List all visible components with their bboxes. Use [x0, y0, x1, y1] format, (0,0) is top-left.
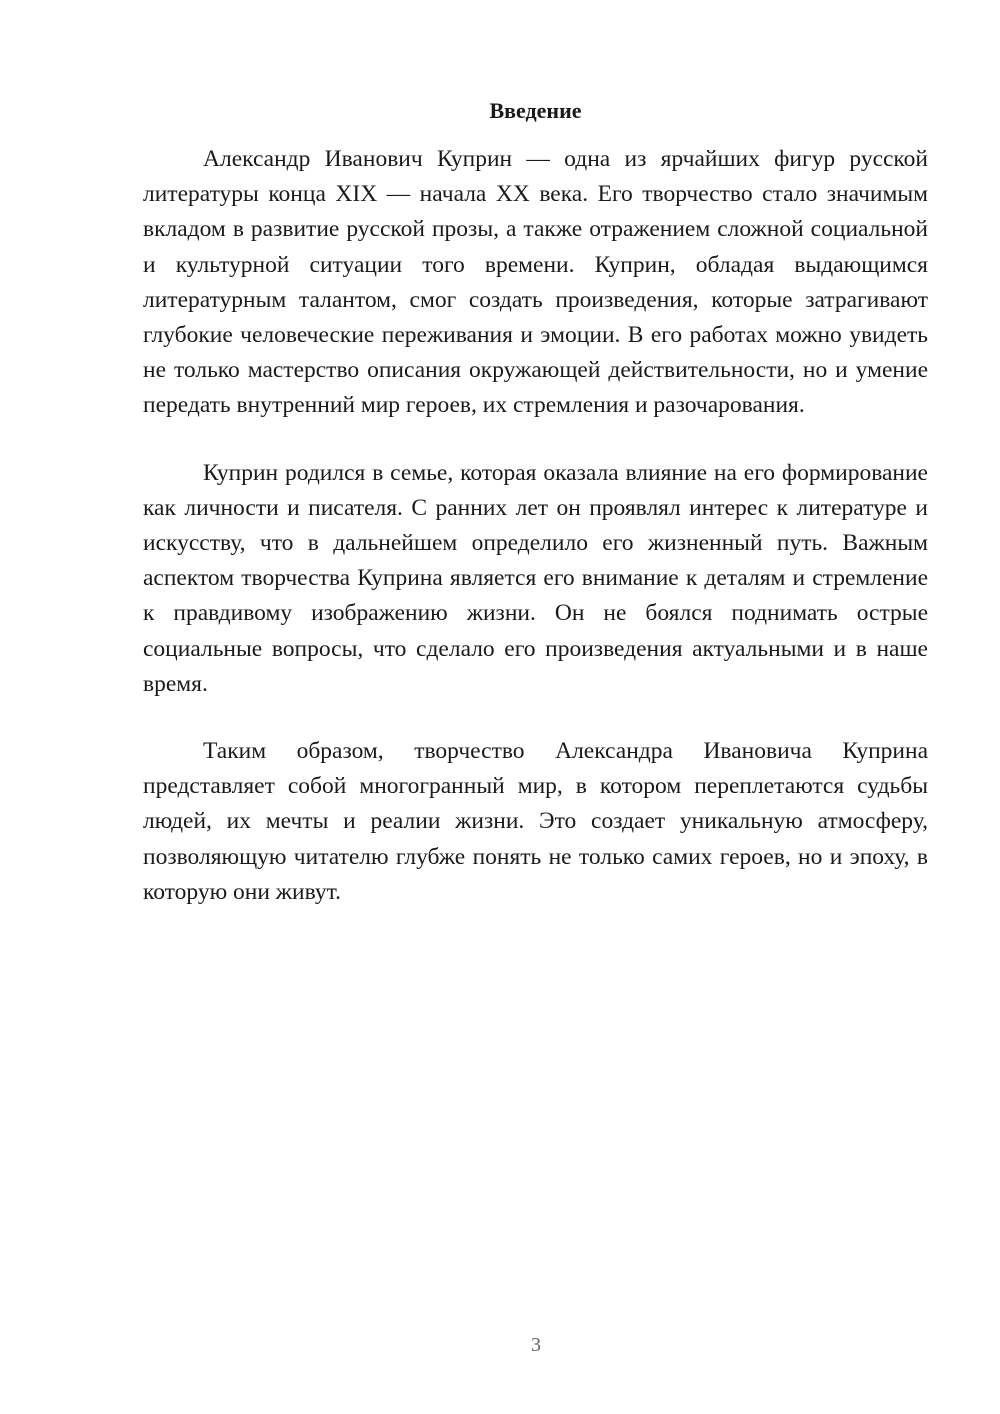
paragraph-1: Александр Иванович Куприн — одна из ярчайших фигур русской литературы конца XIX — начала XX века. Его творчество стало значимым вкладом в развитие русской прозы, а также отражением сложной социальной и культурной ситуации того времени. Куприн, обладая выдающимся литературным талантом, смог создать произведения, которые затрагивают глубокие человеческие переживания и эмоции. В его работах можно увидеть не только мастерство описания окружающей действительности, но и умение передать внутренний мир героев, их стремления и разочарования. — [143, 146, 928, 419]
page-number: 3 — [531, 1334, 541, 1356]
body-text — [143, 142, 928, 910]
paragraph-3: Таким образом, творчество Александра Ивановича Куприна представляет собой многогранный мир, в котором переплетаются судьбы людей, их мечты и реалии жизни. Это создает уникальную атмосферу, позволяющую читателю глубже понять не только самих героев, но и эпоху, в которую они живут. — [143, 738, 928, 905]
section-heading: Введение — [489, 98, 582, 123]
paragraph-2: Куприн родился в семье, которая оказала влияние на его формирование как личности и писателя. С ранних лет он проявлял интерес к литературе и искусству, что в дальнейшем определило его жизненный путь. Важным аспектом творчества Куприна является его внимание к деталям и стремление к правдивому изображению жизни. Он не боялся поднимать острые социальные вопросы, что сделало его произведения актуальными и в наше время. — [143, 459, 928, 697]
